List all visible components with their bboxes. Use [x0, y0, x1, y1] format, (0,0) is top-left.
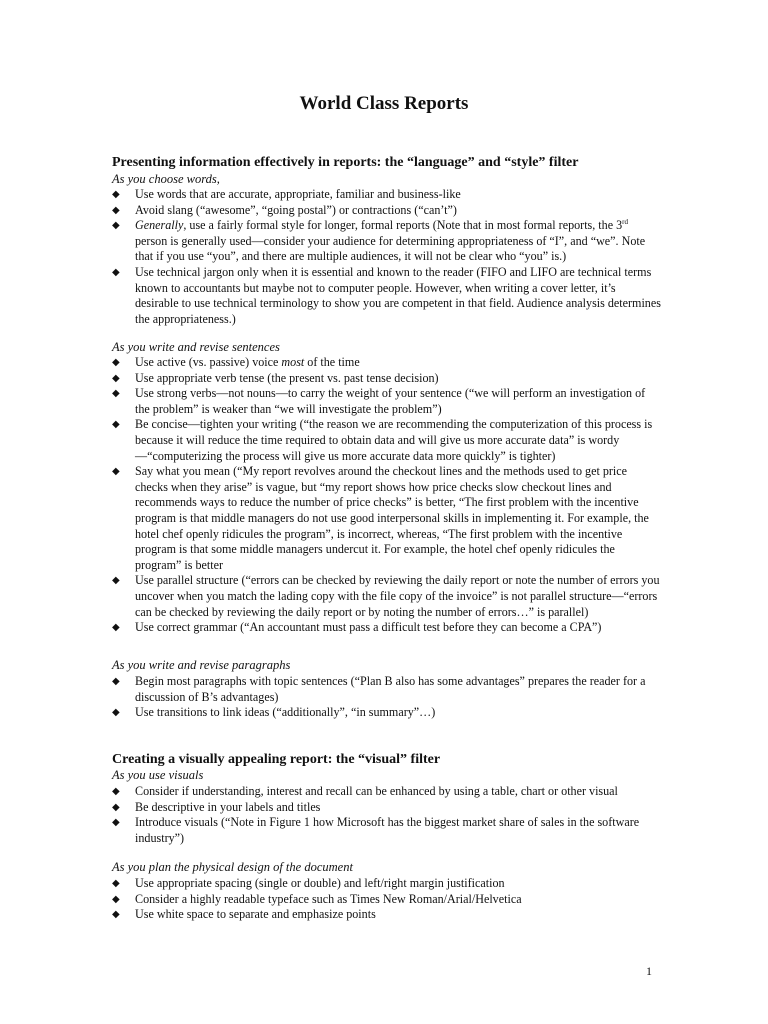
- bullet-list: [112, 674, 662, 721]
- diamond-bullet-icon: ◆: [112, 220, 120, 232]
- list-item-text: Introduce visuals (“Note in Figure 1 how Microsoft has the biggest market share of sales in the software industry”): [135, 815, 640, 845]
- diamond-bullet-icon: ◆: [112, 676, 120, 687]
- list-item: [112, 800, 662, 816]
- subheading-paragraphs: As you write and revise paragraphs: [112, 658, 291, 672]
- list-item: [112, 218, 662, 265]
- list-item-text: Use technical jargon only when it is essential and known to the reader (FIFO and LIFO are technical terms known to accountants but maybe not to computer people. However, when writing a cover letter, it’s desirable to use technical terminology to show you are competent in that field. Audience analysis determines the appropriateness.): [135, 264, 661, 326]
- diamond-bullet-icon: ◆: [112, 466, 120, 478]
- list-item-text: Be descriptive in your labels and titles: [135, 799, 321, 814]
- list-item: [112, 907, 662, 923]
- diamond-bullet-icon: ◆: [112, 893, 120, 905]
- list-item: [112, 784, 662, 800]
- section-heading-visual: Creating a visually appealing report: the “visual” filter: [112, 752, 441, 767]
- bullet-list: [112, 784, 662, 846]
- section-heading-language-style: Presenting information effectively in reports: the “language” and “style” filter: [112, 155, 579, 170]
- diamond-bullet-icon: ◆: [112, 388, 120, 400]
- bullet-list: [112, 355, 662, 636]
- list-item: [112, 265, 662, 327]
- list-item-text: Use correct grammar (“An accountant must pass a difficult test before they can become a CPA”): [135, 620, 602, 635]
- subheading-visuals: As you use visuals: [112, 768, 204, 782]
- list-item-text: Consider a highly readable typeface such as Times New Roman/Arial/Helvetica: [135, 891, 522, 906]
- list-item-text: Use transitions to link ideas (“additionally”, “in summary”…): [135, 705, 436, 720]
- list-item-text: Generally, use a fairly formal style for longer, formal reports (Note that in most formal reports, the 3rd person is generally used—consider your audience for determining appropriateness of “I”, and “we”. Note that if you use “you”, and there are multiple audiences, it will not be clear who “you” is.): [135, 218, 646, 264]
- diamond-bullet-icon: ◆: [112, 266, 120, 278]
- list-item-text: Avoid slang (“awesome”, “going postal”) or contractions (“can’t”): [135, 202, 457, 217]
- subheading-sentences: As you write and revise sentences: [112, 340, 280, 354]
- list-item-text: Use white space to separate and emphasize points: [135, 907, 376, 922]
- subheading-physical-design: As you plan the physical design of the document: [112, 860, 353, 874]
- list-item: [112, 203, 662, 219]
- list-item-text: Use active (vs. passive) voice most of the time: [135, 355, 360, 369]
- list-item: [112, 705, 662, 721]
- diamond-bullet-icon: ◆: [112, 801, 120, 813]
- diamond-bullet-icon: ◆: [112, 189, 120, 200]
- list-item-text: Consider if understanding, interest and recall can be enhanced by using a table, chart or other visual: [135, 784, 618, 798]
- diamond-bullet-icon: ◆: [112, 357, 120, 368]
- list-item-text: Use appropriate spacing (single or double) and left/right margin justification: [135, 876, 505, 890]
- list-item-text: Use words that are accurate, appropriate, familiar and business-like: [135, 187, 461, 201]
- diamond-bullet-icon: ◆: [112, 707, 120, 719]
- list-item: [112, 417, 662, 464]
- list-item-text: Use strong verbs—not nouns—to carry the weight of your sentence (“we will perform an investigation of the problem” is weaker than “we will investigate the problem”): [135, 386, 646, 416]
- page-number: 1: [646, 964, 652, 978]
- list-item-text: Use parallel structure (“errors can be checked by reviewing the daily report or note the number of errors you uncover when you match the lading copy with the file copy of the invoice” is not parallel structure—“errors can be checked by reviewing the daily report or by noting the number of errors…” is parallel): [135, 573, 660, 619]
- list-item: [112, 386, 662, 417]
- list-item: [112, 876, 662, 892]
- diamond-bullet-icon: ◆: [112, 817, 120, 829]
- list-item: [112, 187, 662, 203]
- diamond-bullet-icon: ◆: [112, 786, 120, 797]
- bullet-list: [112, 187, 662, 327]
- diamond-bullet-icon: ◆: [112, 419, 120, 431]
- bullet-list: [112, 876, 662, 923]
- diamond-bullet-icon: ◆: [112, 622, 120, 634]
- list-item: [112, 573, 662, 620]
- list-item: [112, 892, 662, 908]
- list-item: [112, 674, 662, 705]
- diamond-bullet-icon: ◆: [112, 878, 120, 889]
- list-item: [112, 815, 662, 846]
- list-item-text: Use appropriate verb tense (the present vs. past tense decision): [135, 370, 439, 385]
- diamond-bullet-icon: ◆: [112, 204, 120, 216]
- list-item: [112, 355, 662, 371]
- list-item-text: Say what you mean (“My report revolves around the checkout lines and the methods used to get price checks when they arise” is vague, but “my report shows how price checks slow checkout lines and recommends ways to reduce the number of price checks” is better, “The first problem with the incentive program is that middle managers do not use good interpersonal skills in implementing it. For example, the hotel chef openly ridicules the program”, is incorrect, whereas, “The first problem with the incentive program is that some middle managers undercut it. For example, the hotel chef openly ridicules the program” is better: [135, 464, 649, 572]
- list-item: [112, 620, 662, 636]
- diamond-bullet-icon: ◆: [112, 372, 120, 384]
- document-title: World Class Reports: [299, 93, 469, 114]
- list-item-text: Begin most paragraphs with topic sentences (“Plan B also has some advantages” prepares the reader for a discussion of B’s advantages): [135, 674, 646, 704]
- list-item: [112, 464, 662, 573]
- list-item: [112, 371, 662, 387]
- list-item-text: Be concise—tighten your writing (“the reason we are recommending the computerization of this process is because it will reduce the time required to obtain data and will give us more accurate data” is wordy—“computerizing the process will give us more accurate data more quickly” is tighter): [135, 417, 653, 463]
- diamond-bullet-icon: ◆: [112, 909, 120, 921]
- subheading-choose-words: As you choose words,: [112, 172, 220, 186]
- diamond-bullet-icon: ◆: [112, 575, 120, 587]
